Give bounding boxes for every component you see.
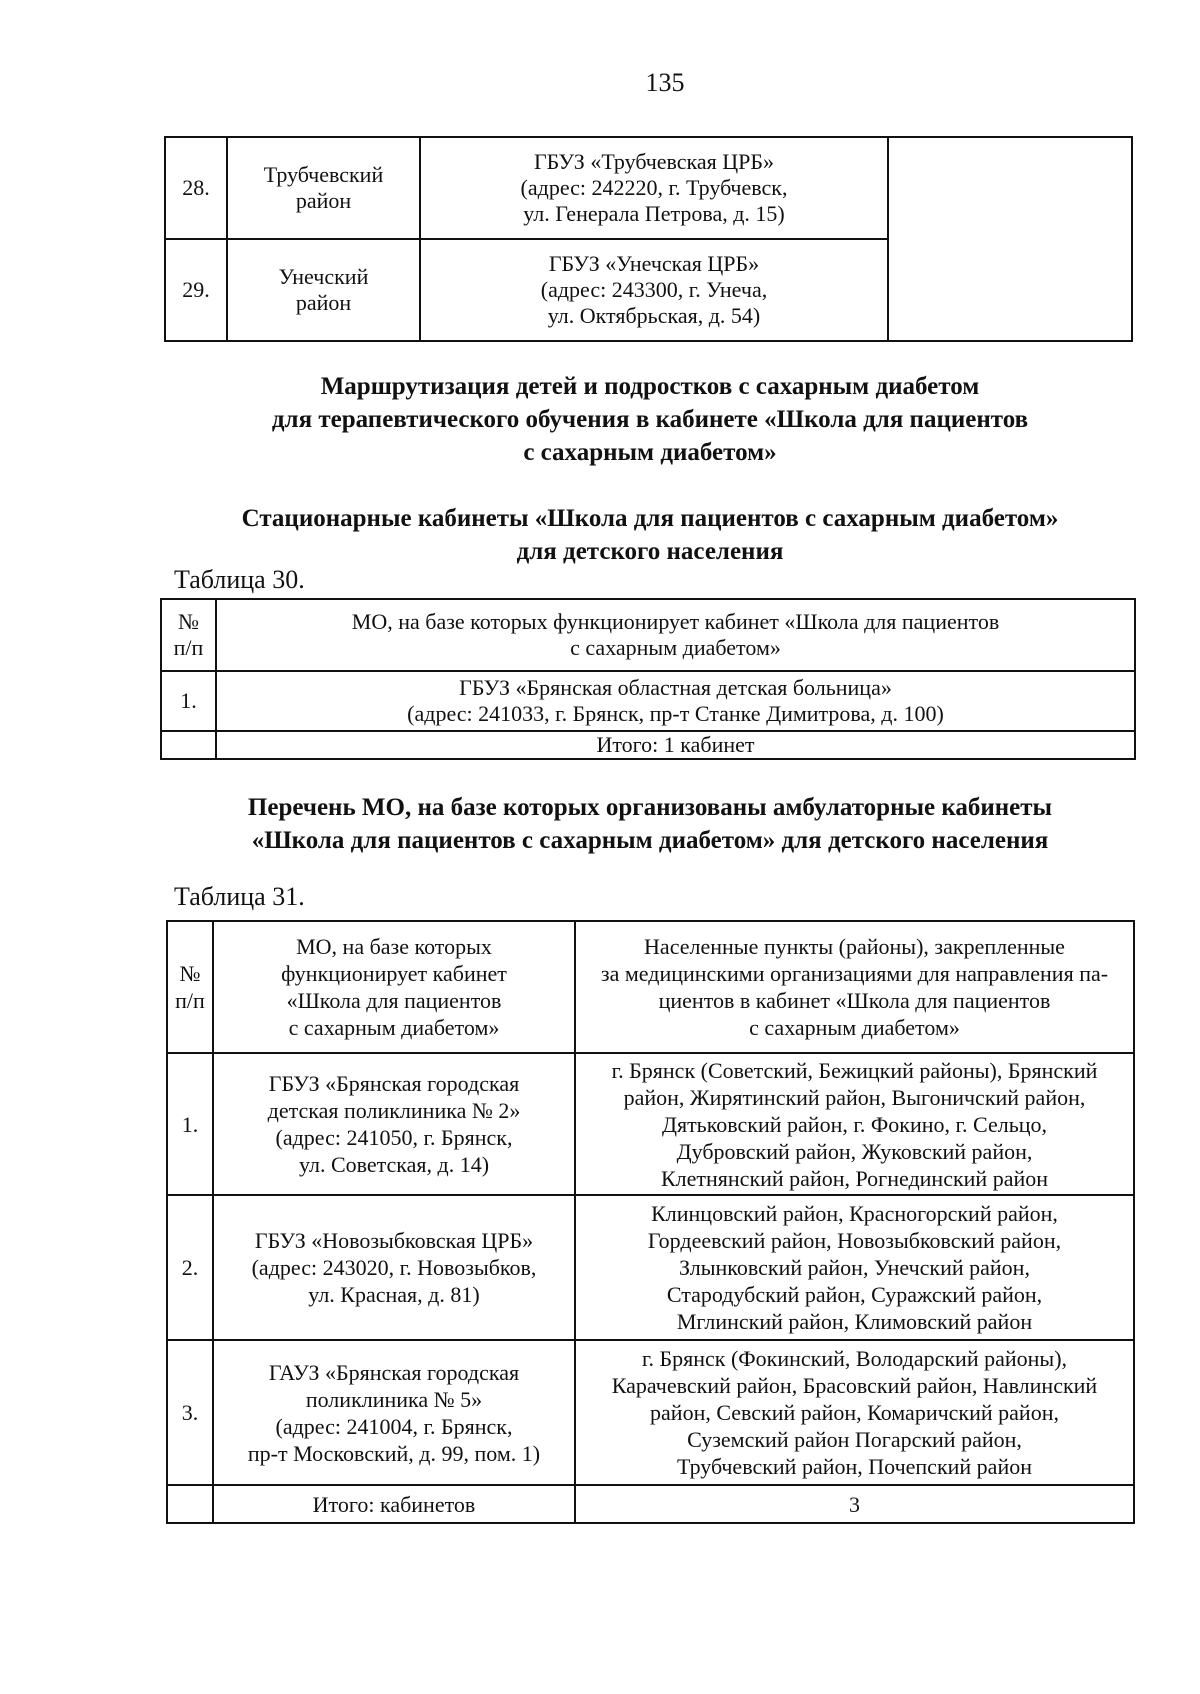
- header-number: № п/п: [167, 921, 213, 1053]
- mo-cell: ГБУЗ «Брянская областная детская больница» (адрес: 241033, г. Брянск, пр-т Станке Димитрова, д. 100): [216, 671, 1135, 731]
- total-row: [161, 731, 1135, 759]
- total-cell: Итого: 1 кабинет: [216, 731, 1135, 759]
- total-value: 3: [575, 1485, 1134, 1523]
- row-number: 3.: [167, 1340, 213, 1485]
- page-number: 135: [645, 68, 685, 97]
- areas-cell: г. Брянск (Советский, Бежицкий районы), Брянский район, Жирятинский район, Выгоничский район, Дятьковский район, г. Фокино, г. Сельцо, Дубровский район, Жуковский район, Клетнянский район, Рогнединский район: [575, 1053, 1134, 1195]
- row-number: 1.: [167, 1053, 213, 1195]
- total-row: [167, 1485, 1134, 1523]
- stationary-title: Стационарные кабинеты «Школа для пациентов с сахарным диабетом» для детского населения: [241, 505, 1059, 565]
- table-31-caption: Таблица 31.: [174, 882, 305, 911]
- table-row: [165, 137, 1132, 239]
- table-row: [161, 671, 1135, 731]
- routing-title: Маршрутизация детей и подростков с сахарным диабетом для терапевтического обучения в кабинете «Школа для пациентов с сахарным диабетом»: [271, 373, 1029, 466]
- table-header-row: [161, 599, 1135, 671]
- row-number: 2.: [167, 1195, 213, 1340]
- table-row: [167, 1340, 1134, 1485]
- organization-cell: ГБУЗ «Унечская ЦРБ» (адрес: 243300, г. Унеча, ул. Октябрьская, д. 54): [420, 239, 888, 341]
- empty-cell: [161, 731, 216, 759]
- table-31: [166, 920, 1135, 1524]
- table-30-caption: Таблица 30.: [174, 565, 305, 594]
- row-number: 29.: [165, 239, 227, 341]
- listing-title: Перечень МО, на базе которых организованы амбулаторные кабинеты «Школа для пациентов с сахарным диабетом» для детского населения: [247, 794, 1053, 854]
- header-mo: МО, на базе которых функционирует кабинет «Школа для пациентов с сахарным диабетом»: [216, 599, 1135, 671]
- organization-cell: ГБУЗ «Трубчевская ЦРБ» (адрес: 242220, г. Трубчевск, ул. Генерала Петрова, д. 15): [420, 137, 888, 239]
- mo-cell: ГБУЗ «Новозыбковская ЦРБ» (адрес: 243020, г. Новозыбков, ул. Красная, д. 81): [213, 1195, 575, 1340]
- empty-cell: [888, 137, 1132, 341]
- district-cell: Трубчевский район: [227, 137, 420, 239]
- areas-cell: г. Брянск (Фокинский, Володарский районы), Карачевский район, Брасовский район, Навлинский район, Севский район, Комаричский район, Суземский район Погарский район, Трубчевский район, Почепский район: [575, 1340, 1134, 1485]
- header-mo: МО, на базе которых функционирует кабинет «Школа для пациентов с сахарным диабетом»: [213, 921, 575, 1053]
- mo-cell: ГБУЗ «Брянская городская детская поликлиника № 2» (адрес: 241050, г. Брянск, ул. Советская, д. 14): [213, 1053, 575, 1195]
- header-number: № п/п: [161, 599, 216, 671]
- table-row: [167, 1053, 1134, 1195]
- row-number: 1.: [161, 671, 216, 731]
- table-30: [160, 598, 1136, 760]
- total-label: Итого: кабинетов: [213, 1485, 575, 1523]
- district-cell: Унечский район: [227, 239, 420, 341]
- mo-cell: ГАУЗ «Брянская городская поликлиника № 5» (адрес: 241004, г. Брянск, пр-т Московский, д. 99, пом. 1): [213, 1340, 575, 1485]
- table-row: [167, 1195, 1134, 1340]
- row-number: 28.: [165, 137, 227, 239]
- top-table: [164, 136, 1133, 342]
- empty-cell: [167, 1485, 213, 1523]
- areas-cell: Клинцовский район, Красногорский район, Гордеевский район, Новозыбковский район, Злынковский район, Унечский район, Стародубский район, Суражский район, Мглинский район, Климовский район: [575, 1195, 1134, 1340]
- table-header-row: [167, 921, 1134, 1053]
- header-areas: Населенные пункты (районы), закрепленные за медицинскими организациями для направления па- циентов в кабинет «Школа для пациентов с сахарным диабетом»: [575, 921, 1134, 1053]
